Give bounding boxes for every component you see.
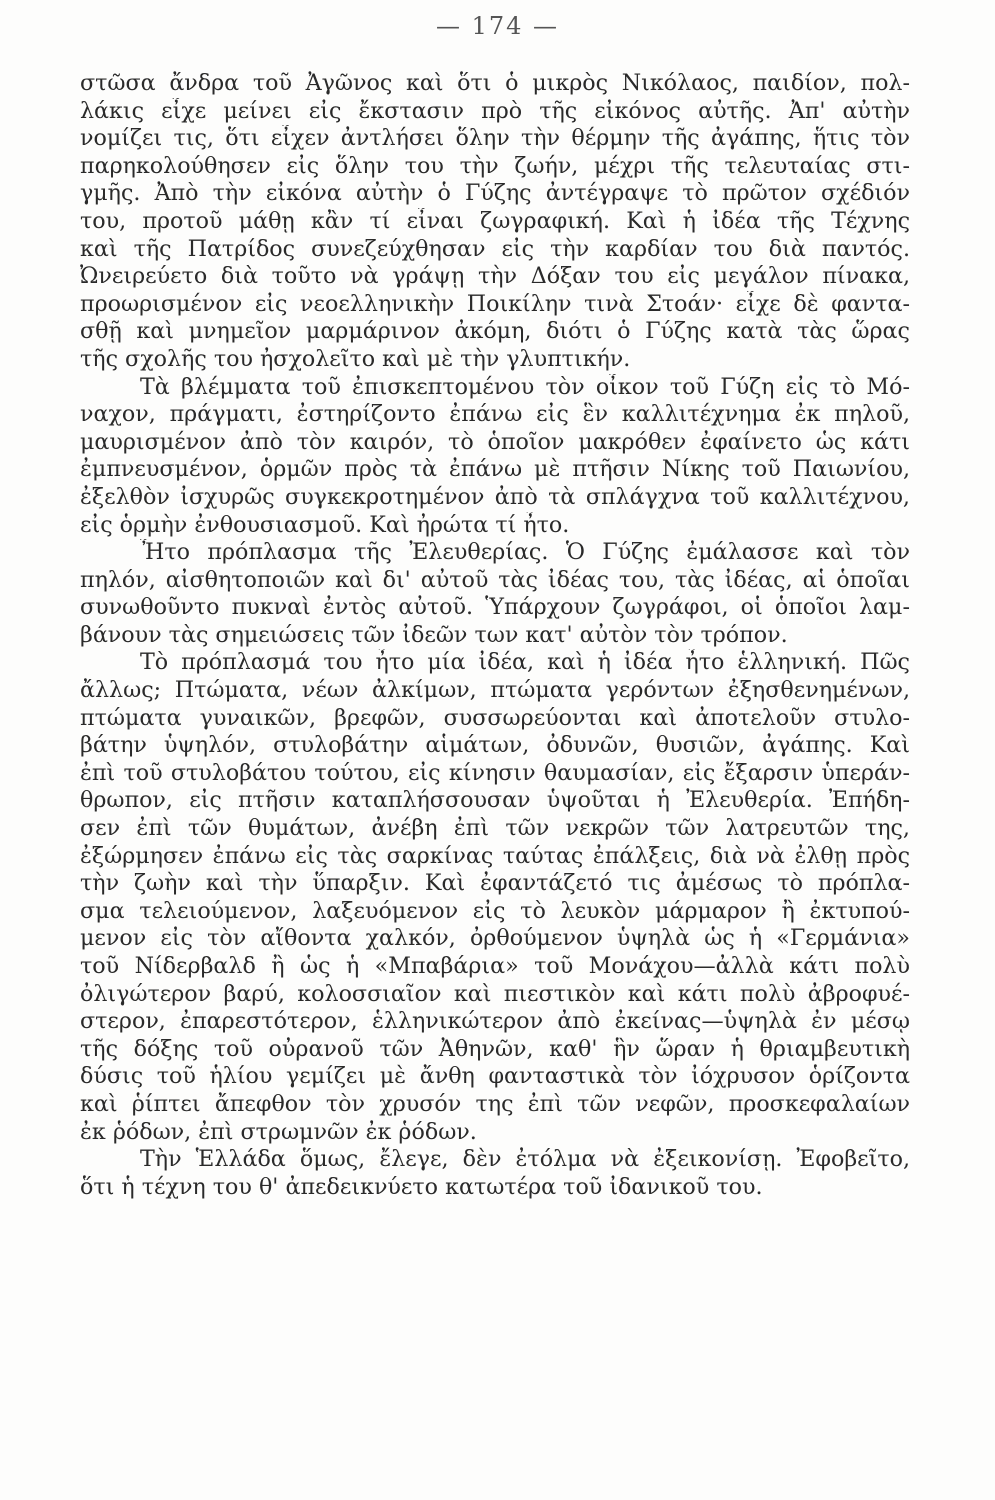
text-line: ἐκ ῥόδων, ἐπὶ στρωμνῶν ἐκ ῥόδων. xyxy=(80,1118,477,1145)
text-line: συνωθοῦντο πυκναὶ ἐντὸς αὐτοῦ. Ὑπάρχουν ζωγράφοι, οἱ ὁποῖοι λαμ- xyxy=(80,594,910,621)
text-line: τοῦ Νίδερβαλδ ἢ ὡς ἡ «Μπαβάρια» τοῦ Μονάχου—ἀλλὰ κάτι πολὺ xyxy=(80,953,910,979)
text-line: του, προτοῦ μάθῃ κἂν τί εἶναι ζωγραφική. Καὶ ἡ ἰδέα τῆς Τέχνης xyxy=(80,207,910,234)
text-line: Τὸ πρόπλασμά του ἦτο μία ἰδέα, καὶ ἡ ἰδέα ἦτο ἑλληνική. Πῶς xyxy=(140,649,910,676)
text-line: Ἦτο πρόπλασμα τῆς Ἐλευθερίας. Ὁ Γύζης ἐμάλασσε καὶ τὸν xyxy=(140,539,910,566)
body-text xyxy=(80,70,910,1201)
paragraph xyxy=(80,70,910,374)
text-line: βάτην ὑψηλόν, στυλοβάτην αἱμάτων, ὀδυνῶν, θυσιῶν, ἀγάπης. Καὶ xyxy=(80,732,910,759)
text-line: λάκις εἶχε μείνει εἰς ἔκστασιν πρὸ τῆς εἰκόνος αὐτῆς. Ἀπ' αὐτὴν xyxy=(80,97,910,124)
text-line: θρωπον, εἰς πτῆσιν καταπλήσσουσαν ὑψοῦται ἡ Ἐλευθερία. Ἐπήδη- xyxy=(80,787,910,814)
text-line: καὶ ῥίπτει ἄπεφθον τὸν χρυσόν της ἐπὶ τῶν νεφῶν, προσκεφαλαίων xyxy=(80,1090,910,1117)
text-line: σμα τελειούμενον, λαξευόμενον εἰς τὸ λευκὸν μάρμαρον ἢ ἐκτυπού- xyxy=(80,897,910,924)
text-line: σθῇ καὶ μνημεῖον μαρμάρινον ἀκόμη, διότι ὁ Γύζης κατὰ τὰς ὥρας xyxy=(80,318,910,345)
text-line: βάνουν τὰς σημειώσεις τῶν ἰδεῶν των κατ' αὐτὸν τὸν τρόπον. xyxy=(80,621,788,648)
text-line: τῆς δόξης τοῦ οὐρανοῦ τῶν Ἀθηνῶν, καθ' ἣν ὥραν ἡ θριαμβευτικὴ xyxy=(80,1035,910,1062)
text-line: γμῆς. Ἀπὸ τὴν εἰκόνα αὐτὴν ὁ Γύζης ἀντέγραψε τὸ πρῶτον σχέδιόν xyxy=(80,180,910,207)
page-number: — 174 — xyxy=(435,12,560,40)
paragraph xyxy=(80,649,910,1146)
text-line: καὶ τῆς Πατρίδος συνεζεύχθησαν εἰς τὴν καρδίαν του διὰ παντός. xyxy=(80,235,910,262)
text-line: εἰς ὁρμὴν ἐνθουσιασμοῦ. Καὶ ἠρώτα τί ἦτο. xyxy=(80,511,570,538)
text-line: δύσις τοῦ ἡλίου γεμίζει μὲ ἄνθη φανταστικὰ τὸν ἰόχρυσον ὁρίζοντα xyxy=(80,1063,910,1090)
text-line: ὀλιγώτερον βαρύ, κολοσσιαῖον καὶ πιεστικὸν καὶ κάτι πολὺ ἀβροφυέ- xyxy=(80,980,910,1007)
paragraph xyxy=(80,374,910,540)
text-line: προωρισμένον εἰς νεοελληνικὴν Ποικίλην τινὰ Στοάν· εἶχε δὲ φαντα- xyxy=(80,290,910,317)
text-line: στῶσα ἄνδρα τοῦ Ἀγῶνος καὶ ὅτι ὁ μικρὸς Νικόλαος, παιδίον, πολ- xyxy=(80,70,910,96)
text-line: ὅτι ἡ τέχνη του θ' ἀπεδεικνύετο κατωτέρα τοῦ ἰδανικοῦ του. xyxy=(80,1173,763,1200)
text-line: Τὴν Ἑλλάδα ὅμως, ἔλεγε, δὲν ἐτόλμα νὰ ἐξεικονίσῃ. Ἐφοβεῖτο, xyxy=(140,1146,910,1173)
text-line: τῆς σχολῆς του ἠσχολεῖτο καὶ μὲ τὴν γλυπτικήν. xyxy=(80,345,631,372)
text-line: ἐμπνευσμένον, ὁρμῶν πρὸς τὰ ἐπάνω μὲ πτῆσιν Νίκης τοῦ Παιωνίου, xyxy=(80,456,910,483)
text-line: πτώματα γυναικῶν, βρεφῶν, συσσωρεύονται καὶ ἀποτελοῦν στυλο- xyxy=(80,704,910,731)
text-line: Ὠνειρεύετο διὰ τοῦτο νὰ γράψῃ τὴν Δόξαν του εἰς μεγάλον πίνακα, xyxy=(80,263,910,290)
text-line: μενον εἰς τὸν αἴθοντα χαλκόν, ὀρθούμενον ὑψηλὰ ὡς ἡ «Γερμάνια» xyxy=(80,925,910,952)
text-line: ἐξελθὸν ἰσχυρῶς συγκεκροτημένον ἀπὸ τὰ σπλάγχνα τοῦ καλλιτέχνου, xyxy=(80,483,910,510)
text-line: σεν ἐπὶ τῶν θυμάτων, ἀνέβη ἐπὶ τῶν νεκρῶν τῶν λατρευτῶν της, xyxy=(80,815,910,842)
text-line: Τὰ βλέμματα τοῦ ἐπισκεπτομένου τὸν οἶκον τοῦ Γύζη εἰς τὸ Μό- xyxy=(140,373,910,400)
text-line: παρηκολούθησεν εἰς ὅλην του τὴν ζωήν, μέχρι τῆς τελευταίας στι- xyxy=(80,152,910,179)
paragraph xyxy=(80,539,910,649)
text-line: τὴν ζωὴν καὶ τὴν ὕπαρξιν. Καὶ ἐφαντάζετό τις ἀμέσως τὸ πρόπλα- xyxy=(80,870,910,897)
text-line: ἐπὶ τοῦ στυλοβάτου τούτου, εἰς κίνησιν θαυμασίαν, εἰς ἔξαρσιν ὑπεράν- xyxy=(80,759,910,786)
paragraph xyxy=(80,1146,910,1201)
text-line: ἄλλως; Πτώματα, νέων ἀλκίμων, πτώματα γερόντων ἐξησθενημένων, xyxy=(80,677,910,704)
text-line: νομίζει τις, ὅτι εἶχεν ἀντλήσει ὅλην τὴν θέρμην τῆς ἀγάπης, ἥτις τὸν xyxy=(80,125,910,152)
text-line: μαυρισμένον ἀπὸ τὸν καιρόν, τὸ ὁποῖον μακρόθεν ἐφαίνετο ὡς κάτι xyxy=(80,428,910,455)
text-line: πηλόν, αἰσθητοποιῶν καὶ δι' αὐτοῦ τὰς ἰδέας του, τὰς ἰδέας, αἱ ὁποῖαι xyxy=(80,566,910,593)
text-line: ἐξώρμησεν ἐπάνω εἰς τὰς σαρκίνας ταύτας ἐπάλξεις, διὰ νὰ ἐλθῃ πρὸς xyxy=(80,842,910,869)
text-line: ναχον, πράγματι, ἐστηρίζοντο ἐπάνω εἰς ἓν καλλιτέχνημα ἐκ πηλοῦ, xyxy=(80,401,910,428)
text-line: στερον, ἐπαρεστότερον, ἑλληνικώτερον ἀπὸ ἐκείνας—ὑψηλὰ ἐν μέσῳ xyxy=(80,1008,910,1035)
